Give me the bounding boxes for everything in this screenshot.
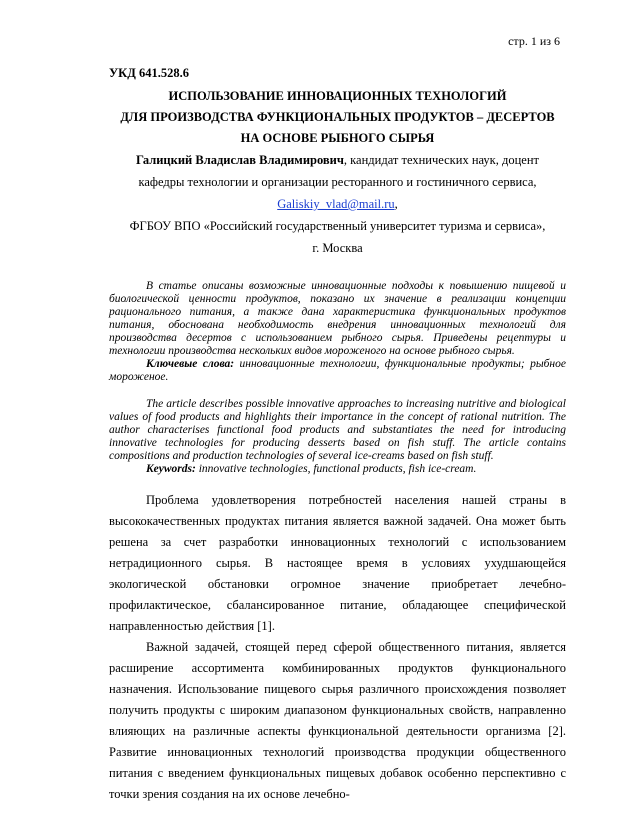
author-name: Галицкий Владислав Владимирович <box>136 153 344 167</box>
keywords-label-en: Keywords: <box>146 463 196 475</box>
author-email-link[interactable]: Galiskiy_vlad@mail.ru <box>277 197 395 211</box>
title-line-3: НА ОСНОВЕ РЫБНОГО СЫРЬЯ <box>240 131 435 145</box>
title-line-2: ДЛЯ ПРОИЗВОДСТВА ФУНКЦИОНАЛЬНЫХ ПРОДУКТОВ – ДЕСЕРТОВ <box>120 110 555 124</box>
body-paragraph-1: Проблема удовлетворения потребностей населения нашей страны в высококачественных продуктах питания является важной задачей. Она может быть решена за счет разработки инновационных технологий с использованием нетрадиционного сырья. В настоящее время в условиях ухудшающейся экологической обстановки огромное значение приобретает лечебно-профилактическое, сбалансированное питание, обладающее специфической направленностью действия [1]. <box>109 493 566 633</box>
author-line <box>109 149 566 171</box>
keywords-russian <box>109 358 566 384</box>
keywords-text-en: innovative technologies, functional products, fish ice-cream. <box>195 463 477 475</box>
title-line-1: ИСПОЛЬЗОВАНИЕ ИННОВАЦИОННЫХ ТЕХНОЛОГИЙ <box>168 89 507 103</box>
page-number: стр. 1 из 6 <box>508 34 560 48</box>
body-paragraph-2: Важной задачей, стоящей перед сферой общественного питания, является расширение ассортимента комбинированных продуктов функционального назначения. Использование пищевого сырья различного происхождения позволяет получить продукты с широким диапазоном функциональных свойств, направленно влияющих на различные аспекты функциональной деятельности организма [2]. Развитие инновационных технологий производства продукции общественного питания с введением функциональных пищевых добавок особенно перспективно с точки зрения создания на их основе лечебно- <box>109 640 566 801</box>
udk-code: УКД 641.528.6 <box>109 66 189 80</box>
author-info <box>109 149 566 259</box>
author-department: кафедры технологии и организации ресторанного и гостиничного сервиса, <box>138 175 537 189</box>
email-suffix: , <box>394 197 398 211</box>
keywords-label-ru: Ключевые слова: <box>146 358 235 370</box>
author-university: ФГБОУ ВПО «Российский государственный университет туризма и сервиса», <box>129 219 546 233</box>
article <box>109 66 566 805</box>
author-email-line <box>109 193 566 215</box>
article-title <box>109 86 566 149</box>
author-city: г. Москва <box>312 241 363 255</box>
author-degree: , кандидат технических наук, доцент <box>343 153 539 167</box>
keywords-english <box>109 463 566 476</box>
keywords-text-ru: инновационные технологии, функциональные продукты; рыбное мороженое. <box>109 358 566 383</box>
abstract-english: The article describes possible innovative approaches to increasing nutritive and biological values of food products and highlights their importance in the concept of rational nutrition. The author characterises functional food products and substantiates the need for introducing innovative technologies for producing desserts based on fish stuff. The article contains compositions and production technologies of several ice-creams based on fish stuff. <box>109 398 566 462</box>
abstract-russian: В статье описаны возможные инновационные подходы к повышению пищевой и биологической ценности продуктов, показано их значение в реализации концепции рационального питания, а также дана характеристика функциональных продуктов питания, обоснована необходимость внедрения инновационных технологий для производства десертов с использованием рыбного сырья. Приведены рецептуры и технологии производства нескольких видов мороженого на основе рыбного сырья. <box>109 280 566 357</box>
